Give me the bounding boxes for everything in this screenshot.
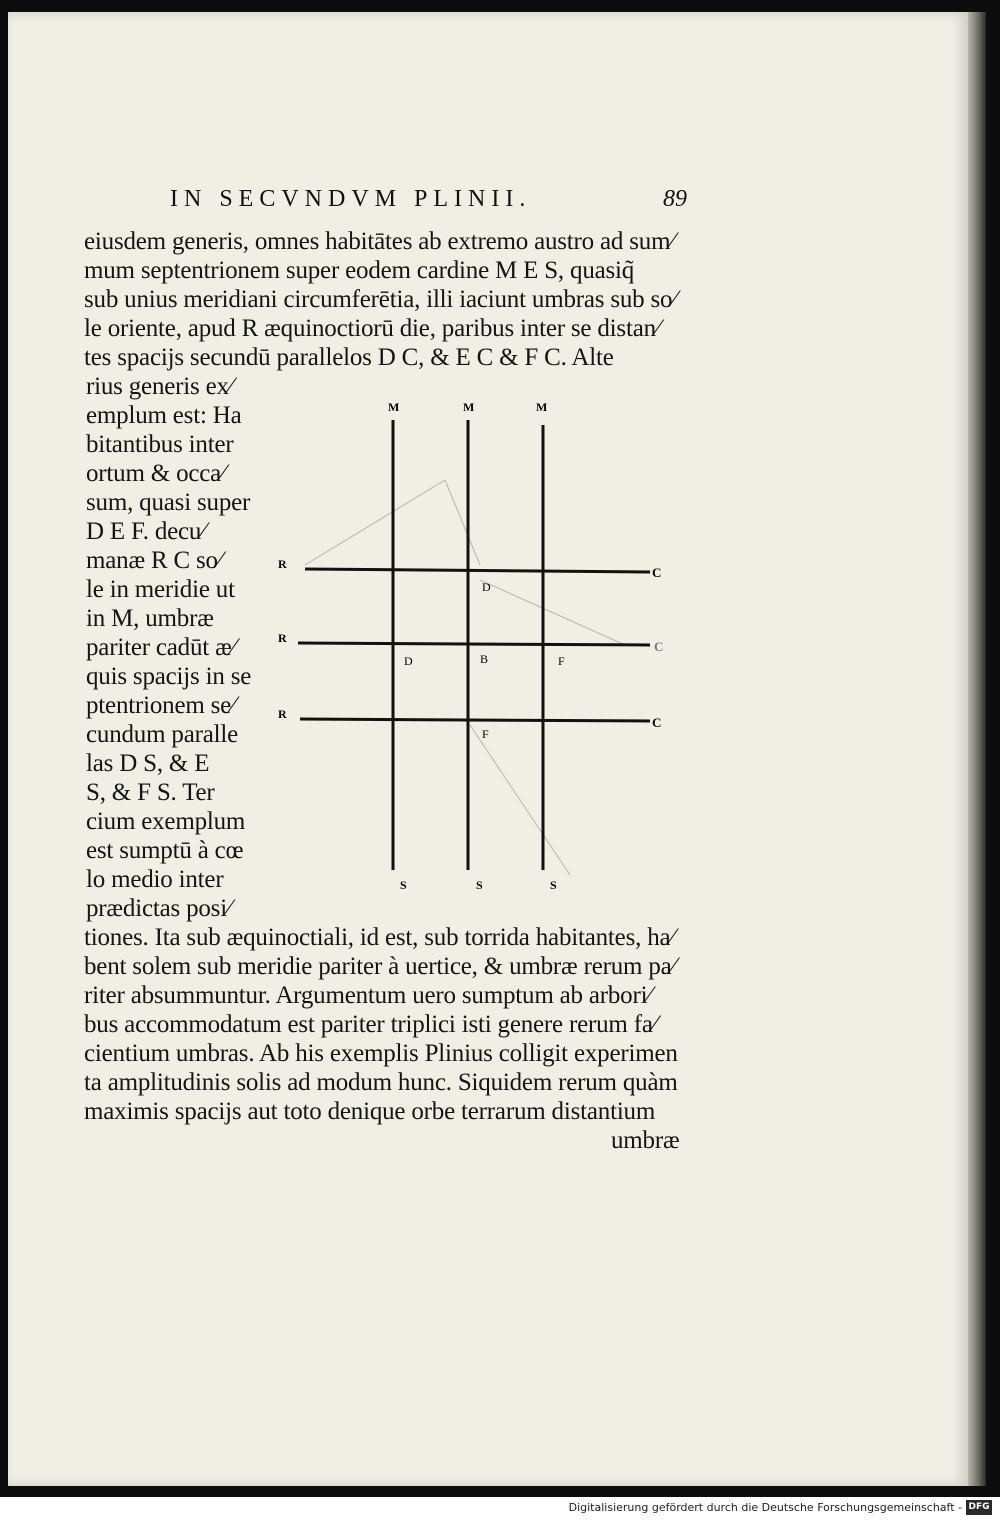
column-line: quis spacijs in se [86, 663, 252, 690]
text-line: le oriente, apud R æquinoctiorū die, paribus inter se distan⁄ [84, 315, 660, 342]
page-number: 89 [663, 186, 687, 212]
column-line: S, & F S. Ter [86, 779, 215, 806]
figure-label-left: R [278, 707, 287, 721]
figure-cell-label: D [482, 580, 491, 594]
text-line: sub unius meridiani circumferētia, illi iaciunt umbras sub so⁄ [84, 286, 677, 313]
figure-label-bottom: S [476, 878, 483, 892]
parallels-figure [270, 395, 690, 905]
column-line: las D S, & E [86, 750, 210, 777]
column-line: est sumptū à cœ [86, 837, 244, 864]
footer-bar [0, 1497, 1000, 1520]
figure-label-top: M [388, 400, 400, 414]
column-line: rius generis ex⁄ [86, 373, 233, 400]
text-line: ta amplitudinis solis ad modum hunc. Siquidem rerum quàm [84, 1069, 678, 1096]
parallel-lines [298, 569, 650, 721]
column-line: ortum & occa⁄ [86, 460, 226, 487]
column-line: bitantibus inter [86, 431, 234, 458]
column-line: le in meridie ut [86, 576, 235, 603]
column-line: prædictas posi⁄ [86, 895, 231, 922]
text-line: maximis spacijs aut toto denique orbe terrarum distantium [84, 1098, 656, 1125]
figure-label-top: M [463, 400, 475, 414]
dfg-logo: DFG [966, 1500, 992, 1515]
funding-notice: Digitalisierung gefördert durch die Deutsche Forschungsgemeinschaft - [568, 1501, 962, 1514]
figure-label-top: M [536, 400, 548, 414]
text-line: riter absummuntur. Argumentum uero sumptum ab arbori⁄ [84, 982, 652, 1009]
column-line: emplum est: Ha [86, 402, 242, 429]
figure-label-left: R [278, 557, 287, 571]
column-line: cium exemplum [86, 808, 246, 835]
figure-label-right: C [654, 639, 664, 654]
text-line: bus accommodatum est pariter triplici isti genere rerum fa⁄ [84, 1011, 657, 1038]
text-line: eiusdem generis, omnes habitātes ab extremo austro ad sum⁄ [84, 228, 675, 255]
catchword: umbræ [611, 1127, 680, 1154]
column-line: pariter cadūt æ⁄ [86, 634, 236, 661]
text-line: tes spacijs secundū parallelos D C, & E C & F C. Alte [84, 344, 614, 371]
running-head: IN SECVNDVM PLINII. [170, 186, 532, 212]
text-line: bent solem sub meridie pariter à uertice, & umbræ rerum pa⁄ [84, 953, 676, 980]
column-line: manæ R C so⁄ [86, 547, 222, 574]
faint-guide-lines [305, 480, 625, 875]
figure-cell-label: D [404, 654, 413, 668]
column-line: sum, quasi super [86, 489, 251, 516]
figure-label-left: R [278, 631, 287, 645]
text-line: cientium umbras. Ab his exemplis Plinius colligit experimen [84, 1040, 678, 1067]
page-edge [968, 12, 986, 1486]
column-line: cundum paralle [86, 721, 238, 748]
figure-cell-label: B [480, 652, 489, 666]
column-line: lo medio inter [86, 866, 224, 893]
figure-cell-label: F [482, 727, 489, 741]
column-line: ptentrionem se⁄ [86, 692, 236, 719]
text-line: mum septentrionem super eodem cardine M E S, quasiq̃ [84, 257, 635, 284]
column-line: D E F. decu⁄ [86, 518, 206, 545]
text-line: tiones. Ita sub æquinoctiali, id est, sub torrida habitantes, ha⁄ [84, 924, 675, 951]
column-line: in M, umbræ [86, 605, 214, 632]
figure-cell-label: F [558, 654, 565, 668]
figure-label-right: C [652, 715, 662, 730]
figure-label-bottom: S [550, 878, 557, 892]
figure-label-bottom: S [400, 878, 407, 892]
figure-label-right: C [652, 565, 662, 580]
